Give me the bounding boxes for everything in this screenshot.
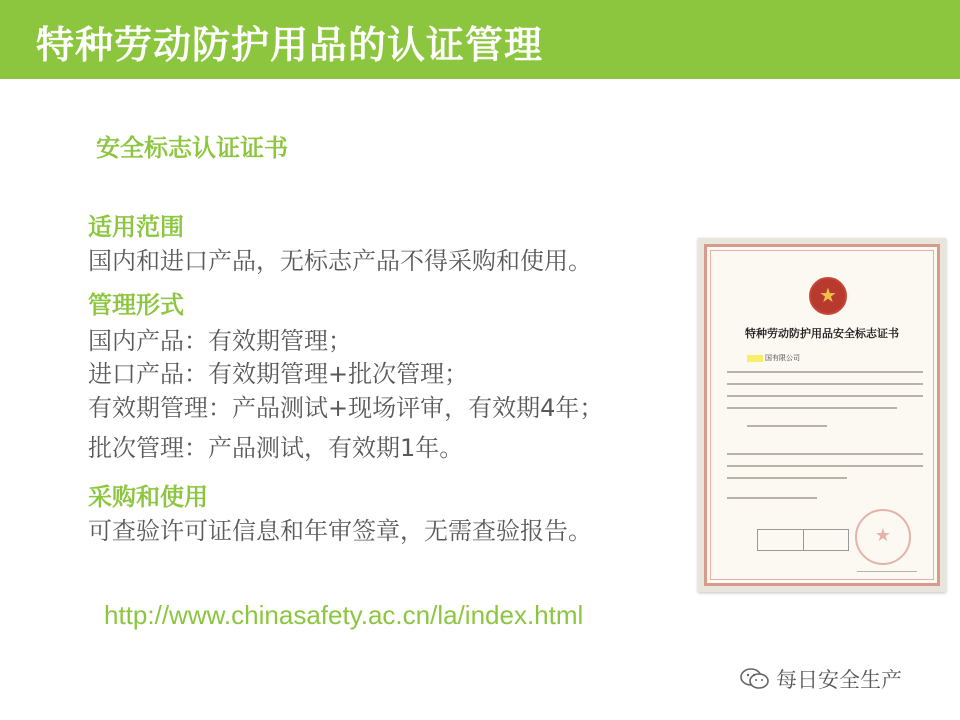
section-heading: 管理形式 (88, 291, 184, 319)
slide-subtitle: 安全标志认证证书 (96, 134, 288, 162)
certificate-text-line (727, 395, 923, 397)
seal-icon (855, 509, 911, 565)
certificate-text-line (727, 465, 923, 467)
certificate-text-line (727, 497, 817, 499)
section-heading: 采购和使用 (88, 483, 208, 511)
content-area (88, 210, 688, 548)
section-line: 国内产品：有效期管理； (88, 327, 352, 355)
certificate-company: 国有限公司 (747, 353, 800, 363)
section-procurement (88, 480, 688, 548)
section-line: 有效期管理：产品测试+现场评审，有效期4年； (88, 394, 604, 422)
section-line: 可查验许可证信息和年审签章，无需查验报告。 (88, 517, 592, 545)
slide-title: 特种劳动防护用品的认证管理 (36, 23, 544, 67)
certificate-text-line (857, 571, 917, 572)
section-management (88, 288, 688, 470)
certificate-text-line (727, 383, 923, 385)
emblem-icon (809, 277, 847, 315)
certificate-title: 特种劳动防护用品安全标志证书 (745, 327, 899, 340)
section-line: 进口产品：有效期管理+批次管理； (88, 360, 469, 388)
wechat-icon (740, 667, 770, 691)
section-heading: 适用范围 (88, 213, 184, 241)
section-line: 国内和进口产品，无标志产品不得采购和使用。 (88, 247, 592, 275)
certificate-table (757, 529, 849, 551)
section-scope (88, 210, 688, 278)
certificate-text-line (727, 371, 923, 373)
section-line: 批次管理：产品测试，有效期1年。 (88, 434, 464, 462)
certificate-image (698, 238, 946, 592)
title-bar (0, 0, 960, 79)
reference-link[interactable]: http://www.chinasafety.ac.cn/la/index.html (104, 600, 584, 630)
watermark (740, 664, 902, 694)
certificate-text-line (747, 425, 827, 427)
certificate-text-line (727, 407, 897, 409)
watermark-text: 每日安全生产 (776, 668, 902, 692)
certificate-text-line (727, 453, 923, 455)
certificate-frame (704, 244, 940, 586)
certificate-text-line (727, 477, 847, 479)
